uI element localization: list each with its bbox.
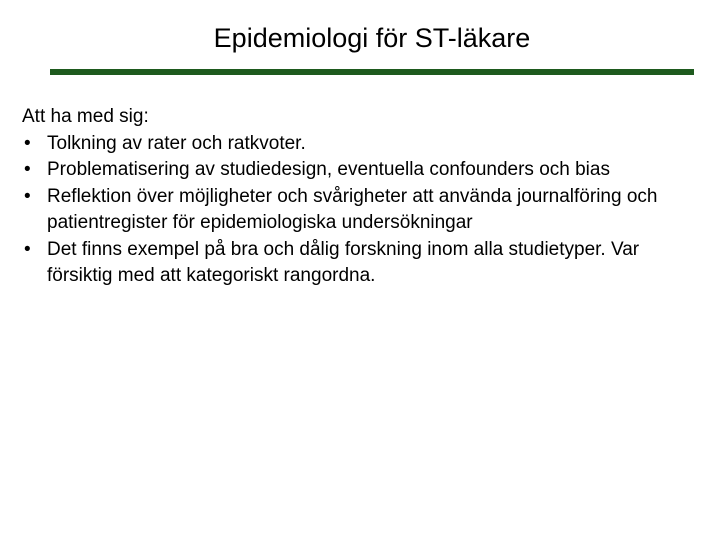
slide-body <box>22 104 702 290</box>
bullet-text: Tolkning av rater och ratkvoter. <box>47 132 306 154</box>
slide-title: Epidemiologi för ST-läkare <box>213 23 531 53</box>
bullet-item <box>22 237 702 290</box>
bullet-text: Reflektion över möjligheter och svårigheter att använda journalföring och patientregister för epidemiologiska undersökningar <box>47 185 658 233</box>
bullet-item <box>22 131 702 158</box>
bullet-text: Det finns exempel på bra och dålig forskning inom alla studietyper. Var försiktig med att kategoriskt rangordna. <box>47 238 640 286</box>
bullet-dot-icon: • <box>24 159 31 180</box>
bullet-text: Problematisering av studiedesign, eventuella confounders och bias <box>47 159 610 180</box>
bullet-item <box>22 157 702 184</box>
bullet-list <box>22 131 702 290</box>
bullet-item <box>22 184 702 237</box>
bullet-dot-icon: • <box>24 132 31 154</box>
bullet-dot-icon: • <box>24 185 31 207</box>
intro-text: Att ha med sig: <box>22 106 149 127</box>
bullet-dot-icon: • <box>24 238 31 260</box>
title-underline <box>50 69 694 75</box>
